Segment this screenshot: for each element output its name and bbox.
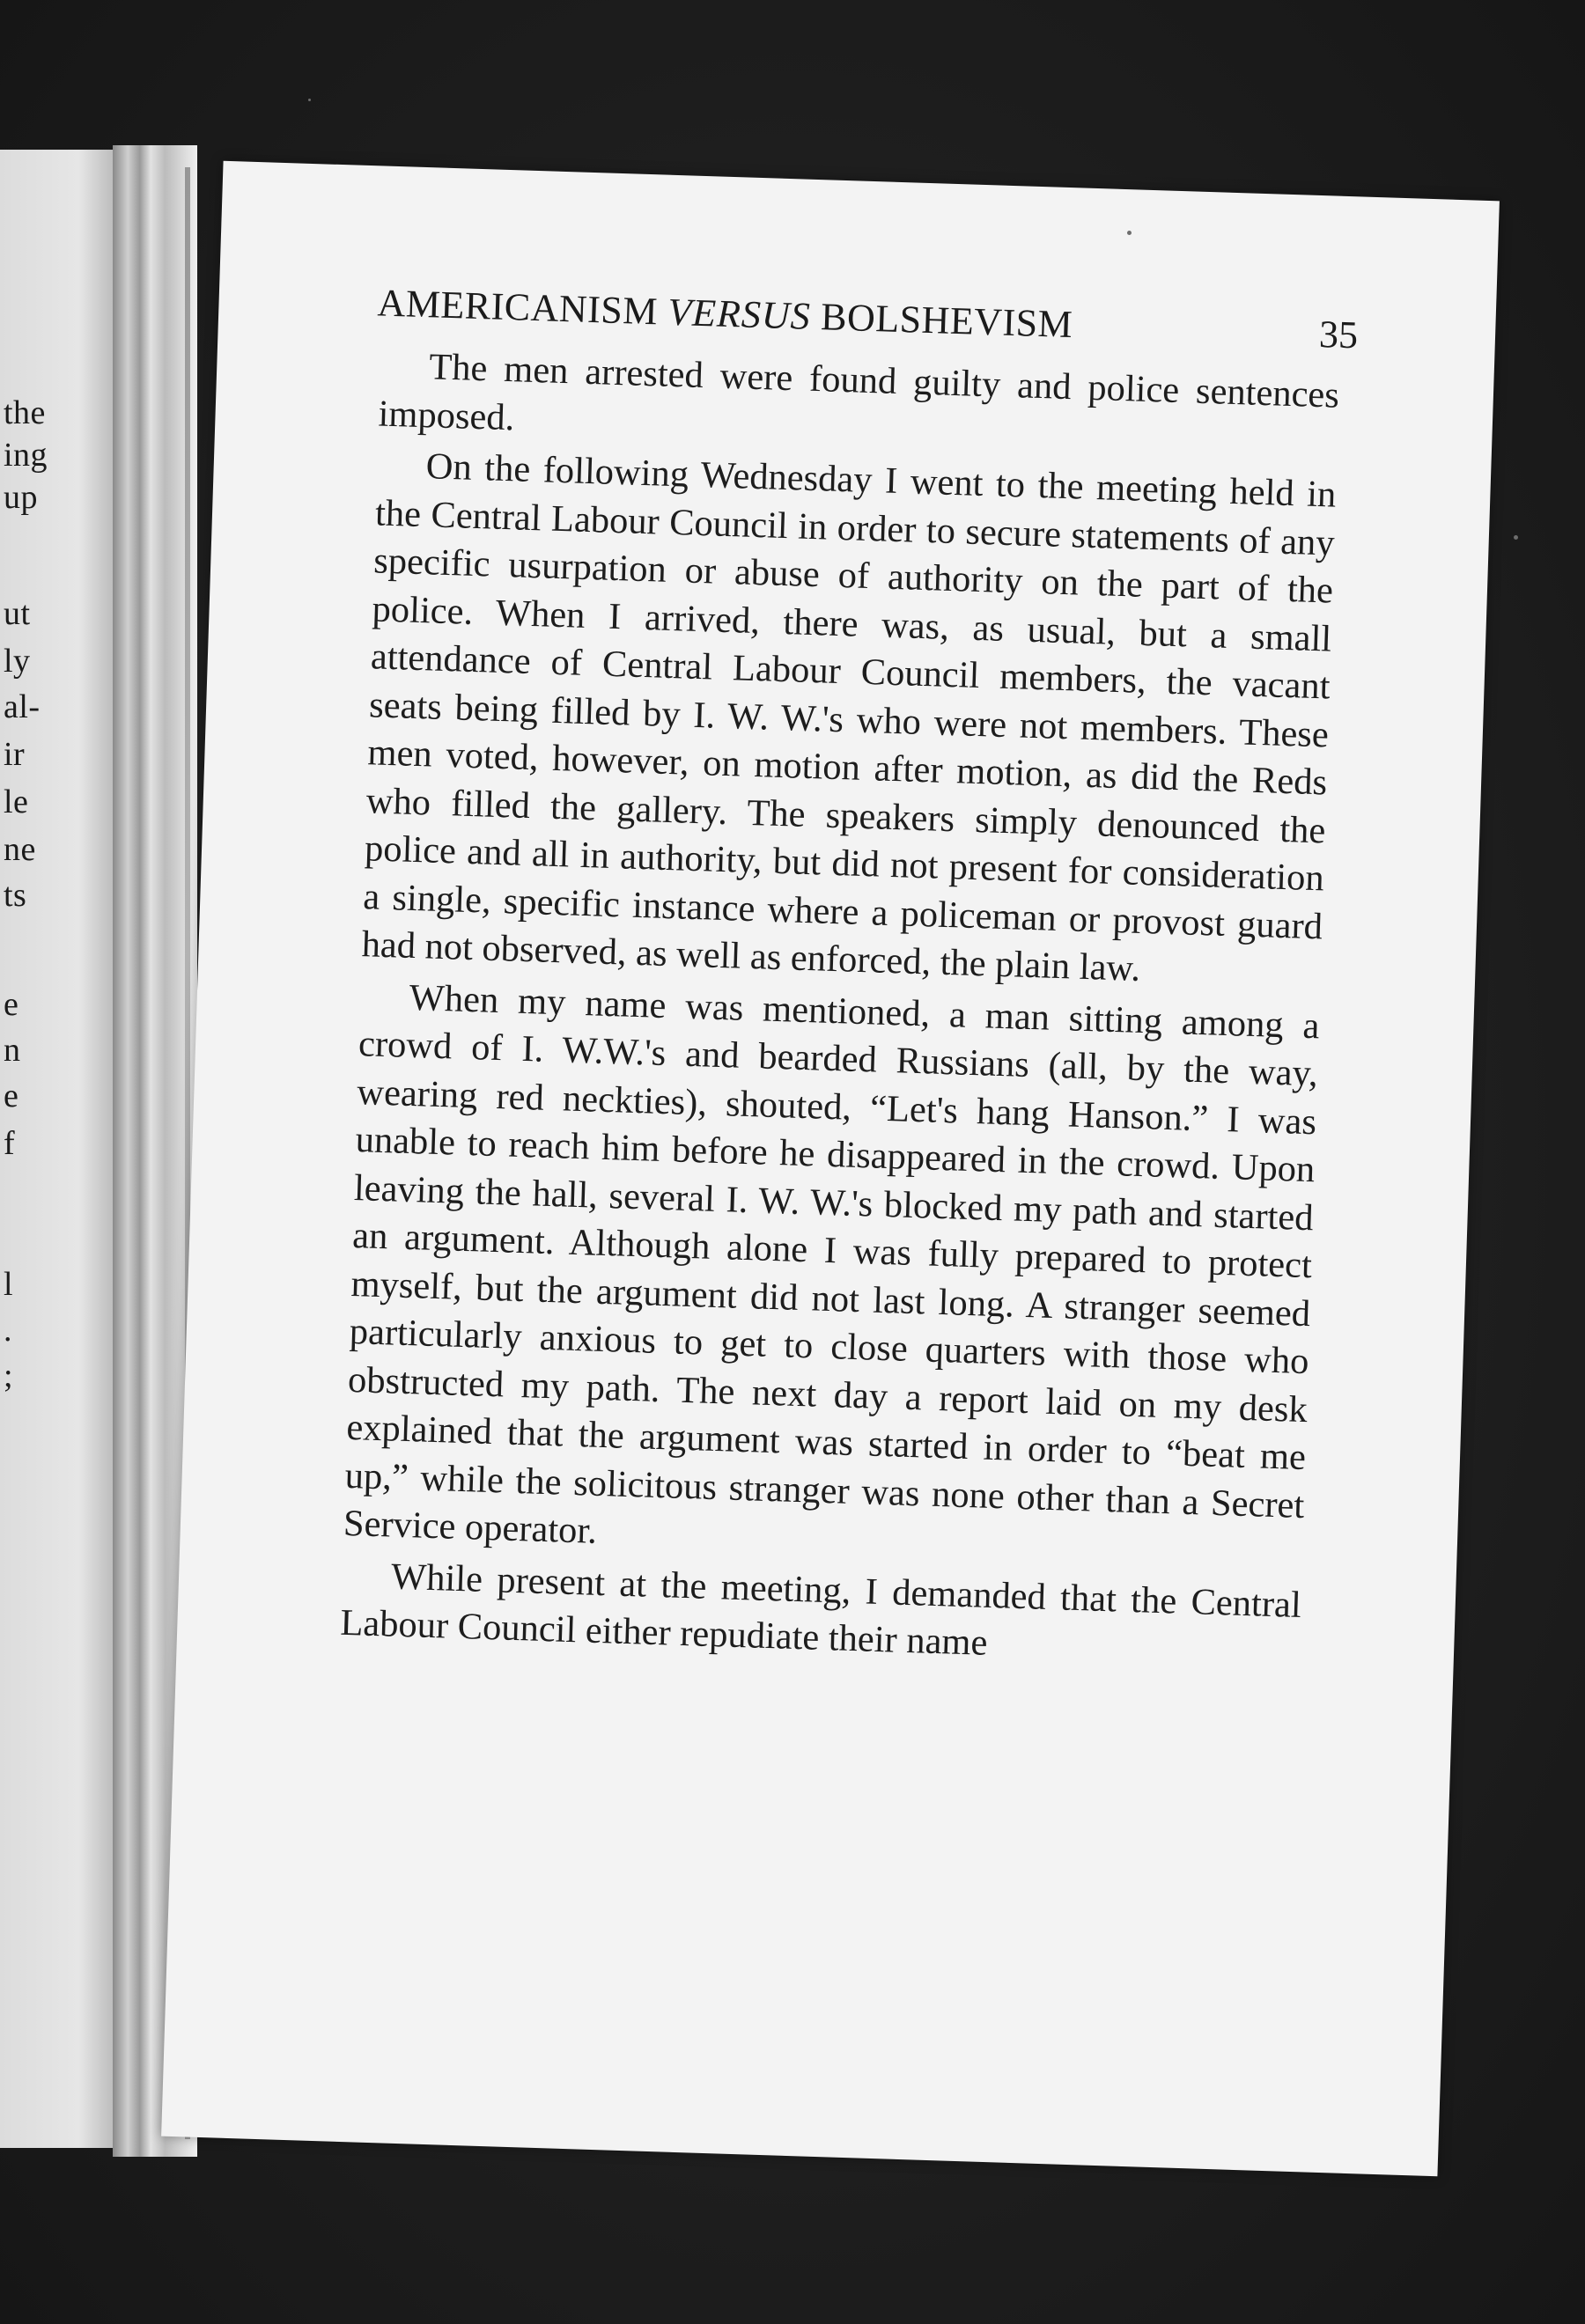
- left-page-fragment: ly: [4, 643, 31, 680]
- left-page-fragment: ing: [4, 437, 48, 474]
- left-page-fragment: e: [4, 1077, 19, 1114]
- paragraph: On the following Wednesday I went to the meeting held in the Central Labour Council in order to secure statements of any specific usurpation or abuse of authority on the part of the police. When I arrived, there was, as usual, but a small attendance of Central Labour Council members, the vacant seats being filled by I. W. W.'s who were not members. These men voted, however, on motion after motion, as did the Reds who filled the gallery. The speakers simply denounced the police and all in authority, but did not present for consideration a single, specific instance where a policeman or provost guard had not observed, as well as enforced, the plain law.: [361, 445, 1338, 989]
- left-page-fragment: e: [4, 986, 19, 1023]
- dust-speck: [1127, 231, 1132, 235]
- left-page-fragment: up: [4, 479, 38, 516]
- book-page: [161, 161, 1500, 2176]
- running-head-title: [377, 280, 1073, 347]
- dust-speck: [1514, 535, 1518, 540]
- left-page-fragment: the: [4, 394, 46, 431]
- dust-speck: [308, 99, 311, 101]
- left-page-fragment: ts: [4, 877, 27, 914]
- running-head-part1: AMERICANISM: [376, 281, 669, 334]
- previous-page-edge: [0, 150, 113, 2148]
- left-page-fragment: le: [4, 783, 29, 820]
- running-head-italic: VERSUS: [667, 290, 812, 338]
- page-number: 35: [1318, 312, 1359, 357]
- left-page-fragment: ;: [4, 1357, 14, 1394]
- left-page-fragment: f: [4, 1125, 16, 1162]
- page-body: [340, 342, 1340, 1680]
- paragraph: The men arrested were found guilty and police sentences imposed.: [377, 346, 1340, 438]
- left-page-fragment: ut: [4, 595, 31, 632]
- left-page-fragment: ne: [4, 831, 36, 868]
- paragraph: While present at the meeting, I demanded that the Central Labour Council either repudiate their name: [339, 1555, 1302, 1664]
- left-page-fragment: al-: [4, 688, 41, 725]
- left-page-fragment: .: [4, 1312, 12, 1349]
- left-page-fragment: l: [4, 1266, 14, 1303]
- left-page-fragment: n: [4, 1032, 21, 1069]
- running-head-part2: BOLSHEVISM: [809, 294, 1074, 347]
- paragraph: When my name was mentioned, a man sitting among a crowd of I. W.W.'s and bearded Russians (all, by the way, wearing red neckties), shouted, “Let's hang Hanson.” I was unable to reach him before he disappeared in the crowd. Upon leaving the hall, several I. W. W.'s blocked my path and started an argument. Although alone I was fully prepared to protect myself, but the argument did not last long. A stranger seemed particularly anxious to get to close quarters with those who obstructed my path. The next day a report laid on my desk explained that the argument was started in order to “beat me up,” while the solicitous stranger was none other than a Secret Service operator.: [343, 976, 1321, 1552]
- left-page-fragment: ir: [4, 736, 26, 773]
